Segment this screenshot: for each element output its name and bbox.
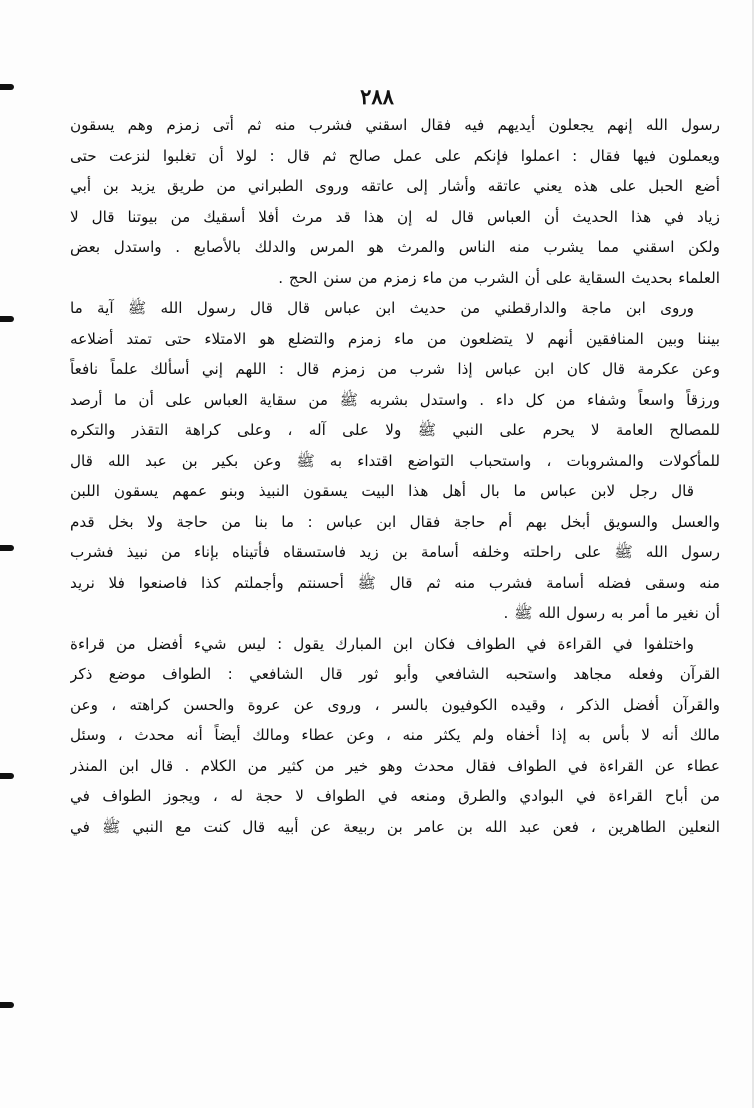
text-line: منه وسقى فضله أسامة فشرب منه ثم قال ﷺ أحسنتم وأجملتم كذا فاصنعوا فلا نريد xyxy=(70,573,720,592)
page-number: ٢٨٨ xyxy=(360,84,394,109)
text-line: واختلفوا في القراءة في الطواف فكان ابن المبارك يقول : ليس شيء أفضل من قراءة xyxy=(70,634,694,653)
text-line: بيننا وبين المنافقين أنهم لا يتضلعون من ماء زمزم والتضلع هو الامتلاء حتى تمتد أضلاعه xyxy=(70,329,720,348)
margin-mark xyxy=(0,773,14,779)
text-line: العلماء بحديث السقاية على أن الشرب من ماء زمزم من سنن الحج . xyxy=(278,268,720,287)
body-text xyxy=(70,110,720,842)
text-line: رسول الله ﷺ على راحلته وخلفه أسامة بن زيد فاستسقاه فأتيناه بإناء من نبيذ فشرب xyxy=(70,543,720,561)
text-line: النعلين الطاهرين ، فعن عبد الله بن عامر بن ربيعة عن أبيه قال كنت مع النبي ﷺ في xyxy=(70,817,720,836)
text-line: للمأكولات والمشروبات ، واستحباب التواضع اقتداء به ﷺ وعن بكير بن عبد الله قال xyxy=(70,451,720,470)
text-line: وعن عكرمة قال كان ابن عباس إذا شرب من زمزم قال : اللهم إني أسألك علماً نافعاً xyxy=(70,360,720,378)
text-line: زياد في هذا الحديث أن العباس قال له إن هذا قد مرث أفلا أسقيك من بيوتنا قال لا xyxy=(70,207,720,226)
text-line: وروى ابن ماجة والدارقطني من حديث ابن عباس قال قال رسول الله ﷺ آية ما xyxy=(70,299,694,317)
text-line: للمصالح العامة لا يحرم على النبي ﷺ ولا على آله ، وعلى كراهة التقذر والتكره xyxy=(70,421,720,439)
text-line: أن نغير ما أمر به رسول الله ﷺ . xyxy=(503,604,720,622)
text-line: رسول الله إنهم يجعلون أيديهم فيه فقال اسقني فشرب منه ثم أتى زمزم وهم يسقون xyxy=(70,116,720,134)
margin-mark xyxy=(0,545,14,551)
text-line: ويعملون فيها فقال : اعملوا فإنكم على عمل صالح ثم قال : لولا أن تغلبوا لنزعت حتى xyxy=(70,146,720,165)
text-line: أضع الحبل على هذه يعني عاتقه وأشار إلى عاتقه وروى الطبراني من طريق يزيد بن أبي xyxy=(70,177,720,195)
text-line: والعسل والسويق أبخل بهم أم حاجة فقال ابن عباس : ما بنا من حاجة ولا بخل قدم xyxy=(70,512,720,531)
text-line: ولكن اسقني مما يشرب منه الناس والمرث هو المرس والدلك بالأصابع . واستدل بعض xyxy=(70,238,720,256)
text-line: والقرآن أفضل الذكر ، وقيده الكوفيون بالسر ، وروى عن عروة والحسن كراهته ، وعن xyxy=(70,695,720,714)
text-line: مالك أنه لا بأس به إذا أخفاه ولم يكثر منه ، وعن عطاء ومالك أيضاً أنه محدث ، وسئل xyxy=(70,726,720,744)
text-line: القرآن وفعله مجاهد واستحبه الشافعي وأبو ثور قال الشافعي : الطواف موضع ذكر xyxy=(70,665,720,683)
margin-mark xyxy=(0,316,14,322)
text-line: ورزقاً واسعاً وشفاء من كل داء . واستدل بشربه ﷺ من سقاية العباس على أن ما أرصد xyxy=(70,390,720,409)
text-line: عطاء عن القراءة في الطواف فقال محدث وهو خير من كثير من الكلام . قال ابن المنذر xyxy=(70,756,720,775)
margin-mark xyxy=(0,1002,14,1008)
text-line: من أباح القراءة في البوادي والطرق ومنعه في الطواف لا حجة له ، ويجوز الطواف في xyxy=(70,787,720,805)
text-line: قال رجل لابن عباس ما بال أهل هذا البيت يسقون النبيذ وبنو عمهم يسقون اللبن xyxy=(70,482,694,500)
